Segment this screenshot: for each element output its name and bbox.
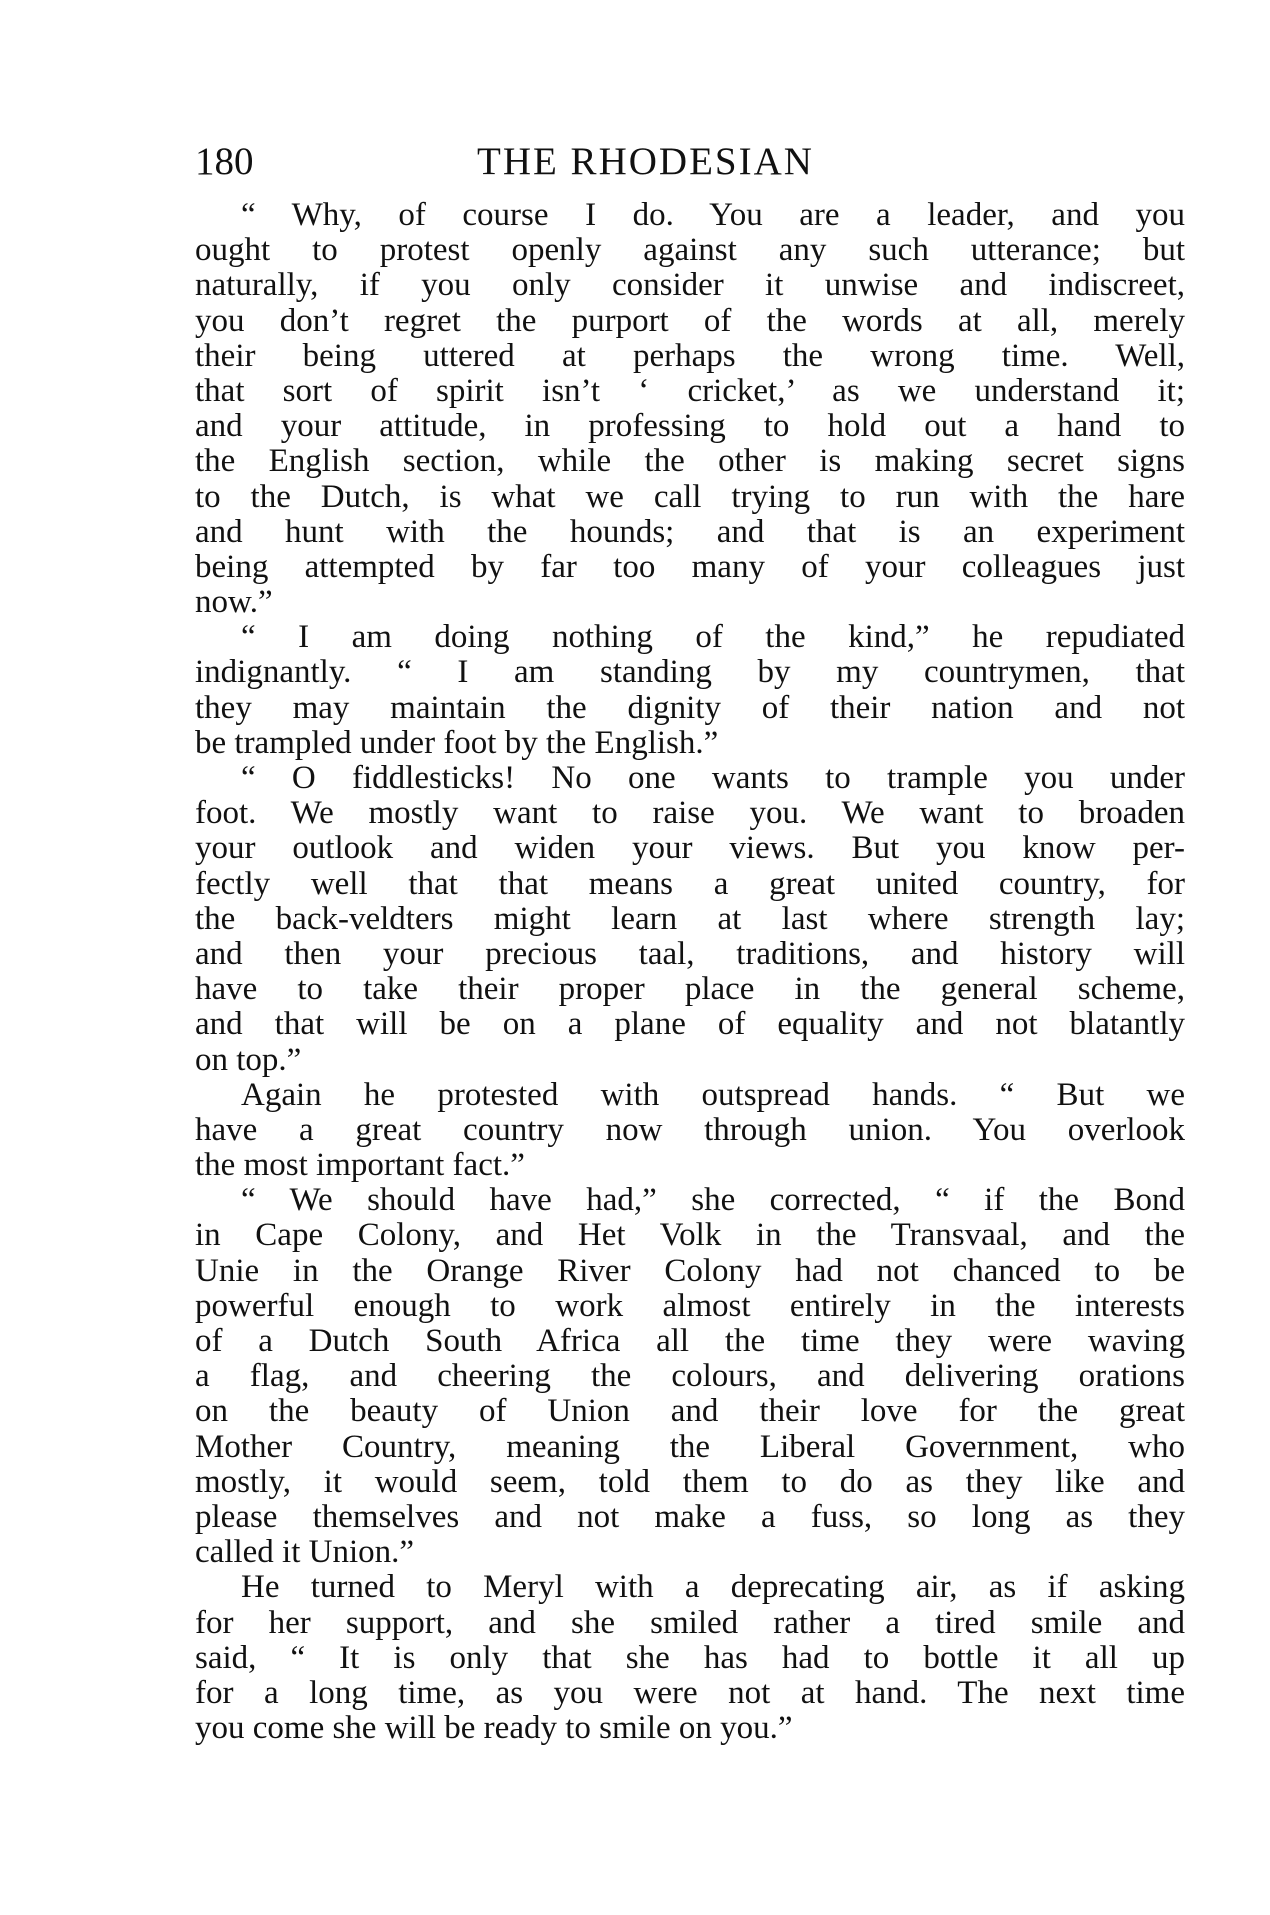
text-line: for her support, and she smiled rather a tired smile and	[195, 1604, 1185, 1641]
page-number: 180	[195, 140, 254, 183]
text-line: “ Why, of course I do. You are a leader, and you	[241, 197, 1185, 233]
text-line: the English section, while the other is making secret signs	[195, 443, 1185, 480]
text-line: have a great country now through union. You overlook	[195, 1111, 1185, 1148]
text-line: to the Dutch, is what we call trying to run with the hare	[195, 478, 1185, 515]
text-line: you come she will be ready to smile on you.”	[195, 1710, 793, 1747]
text-line: “ O fiddlesticks! No one wants to trample you under	[241, 760, 1185, 796]
text-line: please themselves and not make a fuss, so long as they	[195, 1498, 1185, 1535]
text-line: have to take their proper place in the general scheme,	[195, 971, 1185, 1008]
text-line: a flag, and cheering the colours, and delivering orations	[195, 1358, 1185, 1395]
text-line: and your attitude, in professing to hold out a hand to	[195, 408, 1185, 445]
text-line: “ We should have had,” she corrected, “ if the Bond	[241, 1182, 1185, 1219]
text-line: they may maintain the dignity of their nation and not	[195, 689, 1185, 726]
text-line: of a Dutch South Africa all the time they were waving	[195, 1323, 1185, 1359]
text-line: their being uttered at perhaps the wrong time. Well,	[195, 337, 1185, 374]
text-line: said, “ It is only that she has had to bottle it all up	[195, 1639, 1185, 1676]
text-line: “ I am doing nothing of the kind,” he repudiated	[241, 619, 1185, 656]
running-title: THE RHODESIAN	[477, 140, 814, 183]
text-line: and that will be on a plane of equality and not blatantly	[195, 1006, 1185, 1043]
text-line: powerful enough to work almost entirely in the interests	[195, 1287, 1185, 1324]
text-line: in Cape Colony, and Het Volk in the Transvaal, and the	[195, 1217, 1185, 1254]
page-header	[195, 137, 1175, 187]
text-line: the back-veldters might learn at last where strength lay;	[195, 900, 1185, 937]
text-line: being attempted by far too many of your colleagues just	[195, 548, 1185, 585]
text-line: ought to protest openly against any such utterance; but	[195, 232, 1185, 269]
text-line: you don’t regret the purport of the words at all, merely	[195, 302, 1185, 339]
text-line: on the beauty of Union and their love for the great	[195, 1393, 1185, 1430]
text-line: be trampled under foot by the English.”	[195, 724, 719, 761]
text-line: Mother Country, meaning the Liberal Government, who	[195, 1428, 1185, 1465]
text-line: He turned to Meryl with a deprecating air, as if asking	[241, 1569, 1185, 1606]
text-line: foot. We mostly want to raise you. We want to broaden	[195, 795, 1185, 832]
text-line: on top.”	[195, 1041, 302, 1078]
text-line: naturally, if you only consider it unwise and indiscreet,	[195, 267, 1185, 304]
text-line: Unie in the Orange River Colony had not chanced to be	[195, 1252, 1185, 1289]
text-line: for a long time, as you were not at hand. The next time	[195, 1674, 1185, 1711]
text-line: Again he protested with outspread hands. “ But we	[241, 1076, 1185, 1113]
text-line: your outlook and widen your views. But you know per-	[195, 830, 1185, 867]
text-line: indignantly. “ I am standing by my countrymen, that	[195, 654, 1185, 691]
text-line: fectly well that that means a great united country, for	[195, 865, 1185, 902]
text-line: that sort of spirit isn’t ‘ cricket,’ as we understand it;	[195, 372, 1185, 409]
text-line: and hunt with the hounds; and that is an experiment	[195, 513, 1185, 550]
text-line: called it Union.”	[195, 1534, 415, 1571]
body-text	[195, 198, 1185, 1746]
text-line: the most important fact.”	[195, 1147, 525, 1184]
text-line: now.”	[195, 584, 273, 621]
text-line: and then your precious taal, traditions, and history will	[195, 935, 1185, 972]
text-line: mostly, it would seem, told them to do as they like and	[195, 1463, 1185, 1500]
